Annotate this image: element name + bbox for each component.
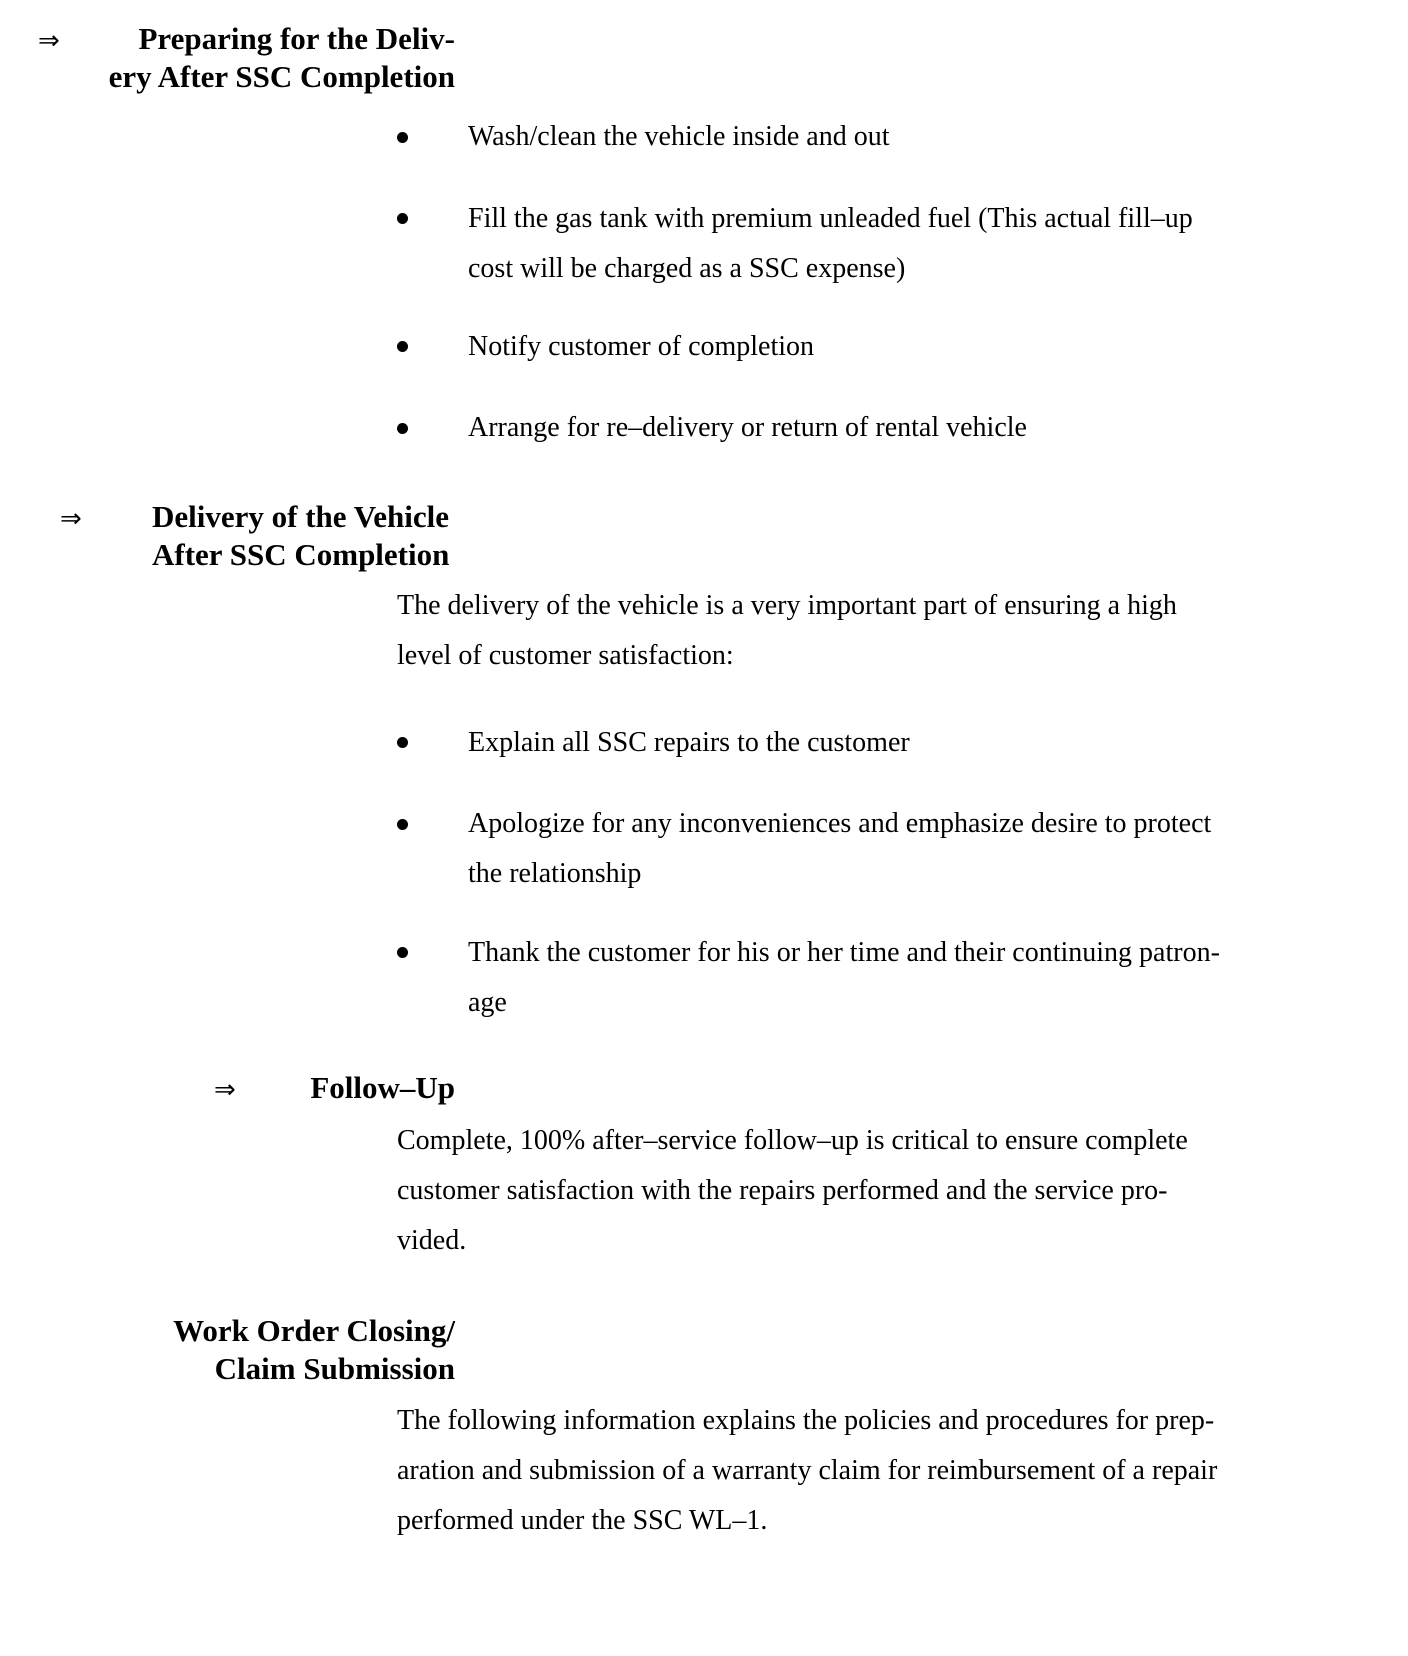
right-double-arrow-icon: ⇒ [60, 504, 82, 534]
section-heading [310, 1069, 455, 1107]
heading-line: Work Order Closing/ [173, 1313, 455, 1348]
bullet-text [468, 322, 814, 372]
intro-line: Complete, 100% after–service follow–up is critical to ensure complete [397, 1125, 1188, 1156]
heading-line: Preparing for the Deliv- [138, 21, 455, 56]
intro-line: vided. [397, 1225, 467, 1256]
bullet-line: cost will be charged as a SSC expense) [468, 253, 906, 284]
bullet-text [468, 718, 910, 768]
bullet-icon [397, 341, 408, 352]
heading-line: ery After SSC Completion [108, 59, 455, 94]
section-heading [152, 498, 455, 574]
bullet-icon [397, 132, 408, 143]
intro-line: aration and submission of a warranty claim for reimbursement of a repair [397, 1455, 1218, 1486]
heading-line: After SSC Completion [152, 537, 450, 572]
heading-line: Follow–Up [310, 1070, 455, 1105]
bullet-text [468, 194, 1193, 294]
bullet-text [468, 928, 1220, 1028]
bullet-icon [397, 737, 408, 748]
right-double-arrow-icon: ⇒ [38, 26, 60, 56]
bullet-line: Explain all SSC repairs to the customer [468, 727, 910, 758]
bullet-text [468, 112, 890, 162]
bullet-line: Notify customer of completion [468, 331, 815, 362]
section-heading [173, 1312, 455, 1388]
bullet-line: Apologize for any inconveniences and emphasize desire to protect [468, 808, 1212, 839]
intro-line: performed under the SSC WL–1. [397, 1505, 768, 1536]
bullet-icon [397, 213, 408, 224]
bullet-text [468, 403, 1027, 453]
heading-line: Claim Submission [214, 1351, 455, 1386]
bullet-text [468, 799, 1211, 899]
bullet-icon [397, 947, 408, 958]
bullet-line: age [468, 987, 507, 1018]
section-intro [397, 1116, 1188, 1266]
intro-line: The following information explains the policies and procedures for prep- [397, 1405, 1215, 1436]
bullet-line: Wash/clean the vehicle inside and out [468, 121, 890, 152]
intro-line: The delivery of the vehicle is a very important part of ensuring a high [397, 590, 1177, 621]
bullet-icon [397, 819, 408, 830]
section-intro [397, 1396, 1217, 1546]
bullet-line: Fill the gas tank with premium unleaded fuel (This actual fill–up [468, 203, 1193, 234]
section-heading [109, 20, 455, 96]
right-double-arrow-icon: ⇒ [214, 1075, 236, 1105]
bullet-line: Thank the customer for his or her time and their continuing patron- [468, 937, 1220, 968]
intro-line: customer satisfaction with the repairs performed and the service pro- [397, 1175, 1168, 1206]
heading-line: Delivery of the Vehicle [152, 499, 450, 534]
bullet-line: the relationship [468, 858, 642, 889]
bullet-icon [397, 423, 408, 434]
intro-line: level of customer satisfaction: [397, 640, 734, 671]
section-intro [397, 581, 1177, 681]
bullet-line: Arrange for re–delivery or return of rental vehicle [468, 412, 1027, 443]
